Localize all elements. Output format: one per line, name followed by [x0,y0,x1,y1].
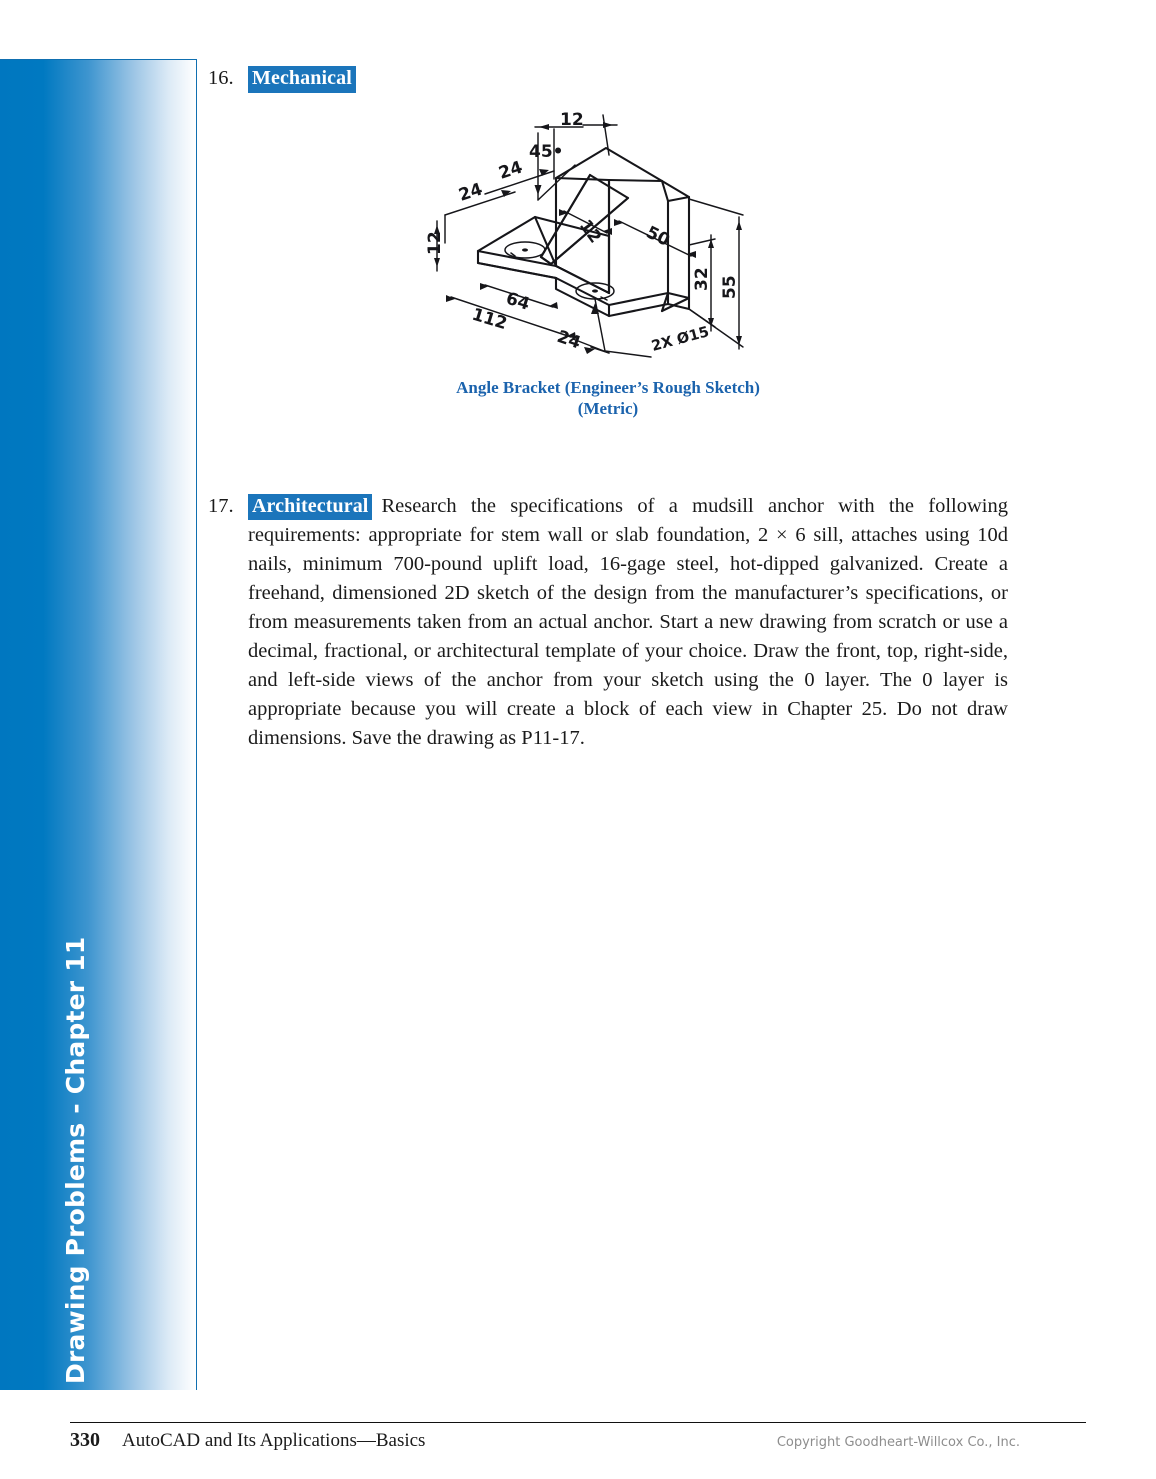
dim-hole-height: 32 [692,267,712,292]
footer-copyright: Copyright Goodheart-Willcox Co., Inc. [776,1435,1020,1450]
dim-base-offset-b: 24 [456,179,486,206]
problem-16-body [248,64,1008,93]
dim-base-offset-a: 24 [496,157,526,184]
problem-16 [208,64,1008,420]
footer-left-group [70,1429,425,1452]
dim-base-length-overall: 112 [469,304,510,335]
figure-caption [208,377,1008,420]
dim-base-length-inner: 64 [503,288,533,315]
dim-top-angle: 45• [529,142,564,163]
problem-17-number: 17. [208,494,234,517]
dim-base-thickness: 12 [425,231,445,256]
dim-base-front-width: 24 [554,326,584,354]
figure-caption-line-2: (Metric) [577,399,639,419]
dim-overall-height: 55 [720,275,740,300]
figure-caption-line-1: Angle Bracket (Engineer’s Rough Sketch) [456,378,760,398]
dim-vertical-face-width: 50 [642,222,673,251]
dim-top-thickness: 12 [560,110,584,131]
footer-book-title: AutoCAD and Its Applications—Basics [122,1430,426,1451]
category-badge-mechanical: Mechanical [248,66,356,93]
dim-rib-thickness: 12 [574,216,606,248]
chapter-tab-label: Drawing Problems - Chapter 11 [61,936,90,1384]
problem-17-text: Research the specifications of a mudsill anchor with the following requirements: appropriate for stem wall or slab foundation, 2 × 6 sill, attaches using 10d nails, minimum 700-pound uplift load, 16-gage steel, hot-dipped galvanized. Create a freehand, dimensioned 2D sketch of the design from the manufacturer’s specifications, or from measurements taken from an actual anchor. Start a new drawing from scratch or use a decimal, fractional, or architectural template of your choice. Draw the front, top, right-side, and left-side views of the anchor from your sketch using the 0 layer. The 0 layer is appropriate because you will create a block of each view in Chapter 25. Do not draw dimensions. Save the drawing as P11-17. [248,494,1008,750]
figure-angle-bracket [208,103,1008,420]
problem-17 [208,492,1008,754]
page-content [208,64,1008,754]
problem-16-number: 16. [208,67,234,89]
footer-page-number: 330 [70,1429,100,1451]
dimension-annotations [425,110,743,357]
category-badge-architectural: Architectural [248,494,372,521]
dim-hole-note: 2X Ø15 [649,324,711,355]
page-footer [70,1422,1086,1452]
problem-17-body [248,492,1008,754]
chapter-tab-sidebar [0,59,197,1390]
angle-bracket-isometric-sketch [423,103,793,371]
